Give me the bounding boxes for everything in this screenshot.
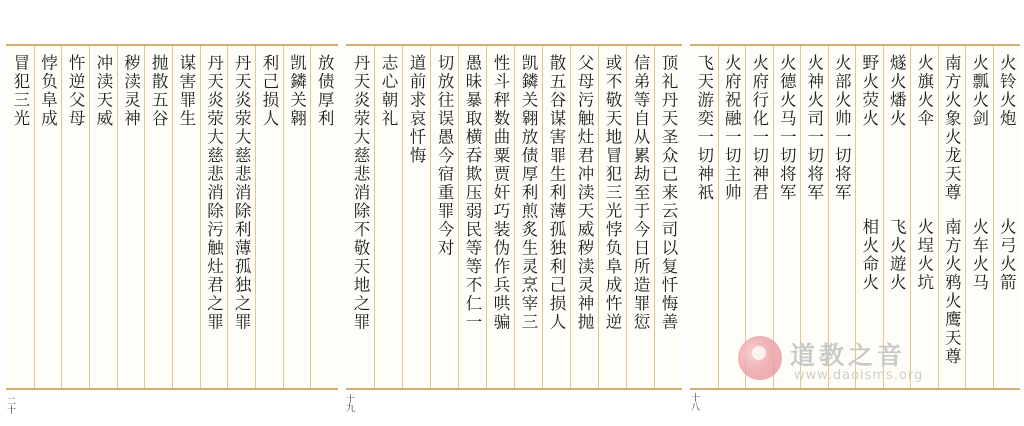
text-column: 放债厚利	[315, 54, 335, 128]
text-column: 凯鏻关翱	[287, 54, 307, 128]
text-column: 火铃火炮	[997, 54, 1017, 128]
text-column: 父母污触灶君冲渎天威秽渎灵神抛	[575, 54, 594, 332]
taiji-logo-icon	[738, 336, 782, 380]
text-column-lower: 火弓火箭	[997, 218, 1017, 292]
text-column-lower: 飞火遊火	[887, 218, 907, 292]
text-column-lower: 相火命火	[859, 218, 879, 292]
text-column: 火部火帅一切将军	[832, 54, 852, 202]
text-column: 野火荧火	[859, 54, 879, 128]
watermark-url: www.daoisms.org	[794, 368, 924, 383]
text-column: 火府行化一切神君	[749, 54, 769, 202]
text-column: 愚昧暴取横吞欺压弱民等等不仁一	[463, 54, 482, 332]
text-column: 或不敬天地冒犯三光悖负阜成忤逆	[603, 54, 622, 332]
text-column: 抛散五谷	[149, 54, 169, 128]
text-column: 性斗秤数曲粟贾奸巧装伪作兵哄骗	[491, 54, 510, 332]
text-column: 谋害罪生	[176, 54, 196, 128]
text-column: 冒犯三光	[10, 54, 30, 128]
text-column: 散五谷谋害罪生利薄孤独利己损人	[547, 54, 566, 332]
text-column: 火神火司一切将军	[804, 54, 824, 202]
text-column-lower: 南方火鸦火鹰天尊	[942, 218, 962, 366]
text-column: 悖负阜成	[38, 54, 58, 128]
page-panel-middle	[346, 44, 682, 390]
text-column: 忤逆父母	[66, 54, 86, 128]
text-column: 冲渎天威	[93, 54, 113, 128]
text-column: 利己损人	[259, 54, 279, 128]
text-column-lower: 火车火马	[969, 218, 989, 292]
text-column: 顶礼丹天圣众已来云司以复忏悔善	[659, 54, 678, 332]
text-column: 秽渎灵神	[121, 54, 141, 128]
watermark	[738, 336, 998, 386]
text-column: 火旗火伞	[914, 54, 934, 128]
page-number: 十九	[344, 394, 354, 412]
page-number: 二十	[5, 396, 15, 414]
text-column: 飞天游奕一切神祇	[694, 54, 714, 202]
text-column: 火府祝融一切主帅	[722, 54, 742, 202]
text-column: 志心朝礼	[379, 54, 398, 128]
page-number: 十八	[689, 393, 699, 411]
text-column-lower: 火埕火坑	[914, 218, 934, 292]
text-column: 道前求哀忏悔	[407, 54, 426, 165]
watermark-title: 道教之音	[790, 341, 907, 370]
text-column: 南方火象火龙天尊	[942, 54, 962, 202]
text-column: 切放往误愚今宿重罪今对	[435, 54, 454, 258]
text-column: 火瓢火剑	[969, 54, 989, 128]
text-column: 丹天炎荥大慈悲消除不敬天地之罪	[351, 54, 370, 332]
page-panel-left	[6, 44, 338, 390]
text-column: 火德火马一切将军	[777, 54, 797, 202]
text-column: 丹天炎荥大慈悲消除污触灶君之罪	[204, 54, 224, 332]
text-column: 信弟等自从累劫至于今日所造罪愆	[631, 54, 650, 332]
text-column: 丹天炎荥大慈悲消除利薄孤独之罪	[232, 54, 252, 332]
text-column: 凯鏻关翱放债厚利煎炙生灵烹宰三	[519, 54, 538, 332]
text-column: 燧火燔火	[887, 54, 907, 128]
